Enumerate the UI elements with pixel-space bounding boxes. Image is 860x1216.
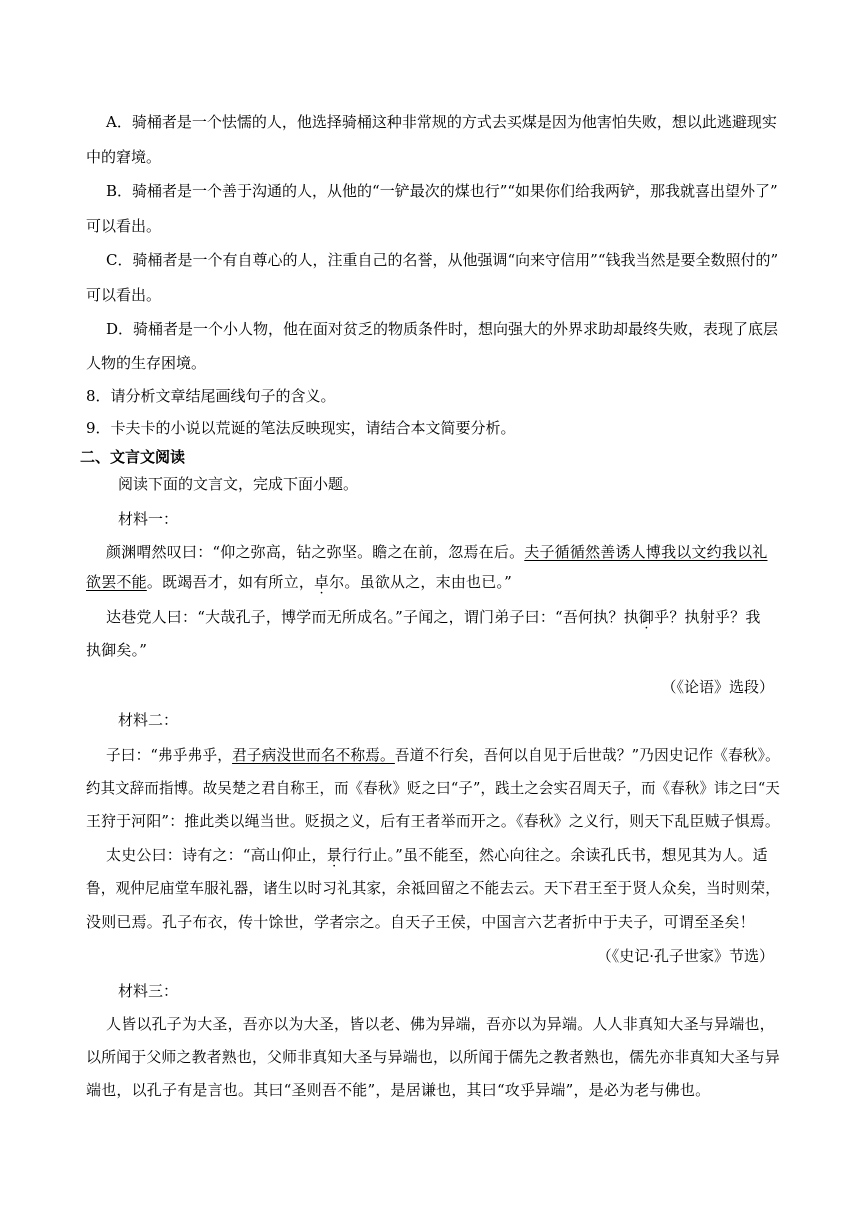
material-1-para2-line1: 达巷党人曰：“大哉孔子，博学而无所成名。”子闻之，谓门弟子曰：“吾何执？执御乎？执射乎？我: [106, 608, 761, 626]
option-a-line1: A．骑桶者是一个怯懦的人，他选择骑桶这种非常规的方式去买煤是因为他害怕失败，想以此逃避现实: [106, 113, 777, 131]
question-8: 8．请分析文章结尾画线句子的含义。: [86, 387, 336, 405]
material-3-para1-line1: 人皆以孔子为大圣，吾亦以为大圣，皆以老、佛为异端，吾亦以为异端。人人非真知大圣与异端也，: [106, 1015, 775, 1033]
material-1-para1-line1: 颜渊喟然叹曰：“仰之弥高，钻之弥坚。瞻之在前，忽焉在后。夫子循循然善诱人博我以文约我以礼: [106, 543, 768, 561]
material-2-para2-line1: 太史公曰：诗有之：“高山仰止，景行行止。”虽不能至，然心向往之。余读孔氏书，想见其为人。适: [106, 846, 768, 864]
material-2-para2-line3: 没则已焉。孔子布衣，传十馀世，学者宗之。自天子王侯，中国言六艺者折中于夫子，可谓至圣矣！: [86, 913, 755, 931]
material-3-para1-line2: 以所闻于父师之教者熟也，父师非真知大圣与异端也，以所闻于儒先之教者熟也，儒先亦非真知大圣与异: [86, 1048, 780, 1066]
material-1-para1-line2: 欲罢不能。既竭吾才，如有所立，卓尔。虽欲从之，末由也已。”: [86, 573, 512, 591]
option-d-line2: 人物的生存困境。: [86, 354, 207, 372]
question-9: 9．卡夫卡的小说以荒诞的笔法反映现实，请结合本文简要分析。: [86, 419, 516, 437]
section-intro: 阅读下面的文言文，完成下面小题。: [118, 475, 359, 493]
underlined-sentence: 君子病没世而名不称焉。: [232, 746, 395, 764]
material-2-para1-line3: 王狩于河阳”：推此类以绳当世。贬损之义，后有王者举而开之。《春秋》之义行，则天下乱臣贼子惧焉。: [86, 812, 780, 830]
option-c-line2: 可以看出。: [86, 286, 162, 304]
dotted-char: 景: [326, 846, 342, 864]
material-1-label: 材料一：: [118, 510, 179, 528]
material-1-para2-line2: 执御矣。”: [86, 641, 148, 659]
material-3-para1-line3: 端也，以孔子有是言也。其曰“圣则吾不能”，是居谦也，其曰“攻乎异端”，是必为老与佛也。: [86, 1081, 711, 1099]
option-d-line1: D．骑桶者是一个小人物，他在面对贫乏的物质条件时，想向强大的外界求助却最终失败，表现了底层: [106, 320, 779, 338]
option-a-line2: 中的窘境。: [86, 148, 162, 166]
option-c-line1: C．骑桶者是一个有自尊心的人，注重自己的名誉，从他强调“向来守信用”“钱我当然是要全数照付的”: [106, 251, 779, 269]
dotted-char: 卓: [314, 573, 330, 591]
material-2-para1-line2: 约其文辞而指博。故吴楚之君自称王，而《春秋》贬之曰“子”，践土之会实召周天子，而《春秋》讳之曰“天: [86, 779, 780, 797]
option-b-line1: B．骑桶者是一个善于沟通的人，从他的“一铲最次的煤也行”“如果你们给我两铲，那我就喜出望外了”: [106, 182, 778, 200]
material-3-label: 材料三：: [118, 982, 179, 1000]
underlined-sentence-cont: 欲罢不能: [86, 573, 147, 591]
material-1-source: （《论语》选段）: [661, 678, 774, 696]
underlined-sentence: 夫子循循然善诱人博我以文约我以礼: [524, 543, 768, 561]
section-heading: 二、文言文阅读: [80, 448, 186, 466]
option-b-line2: 可以看出。: [86, 217, 162, 235]
dotted-char: 御: [638, 608, 655, 626]
material-2-para2-line2: 鲁，观仲尼庙堂车服礼器，诸生以时习礼其家，余祗回留之不能去云。天下君王至于贤人众矣，当时则荣，: [86, 879, 780, 897]
material-2-label: 材料二：: [118, 711, 179, 729]
material-2-source: （《史记·孔子世家》节选）: [596, 947, 774, 965]
material-2-para1-line1: 子曰：“弗乎弗乎，君子病没世而名不称焉。吾道不行矣，吾何以自见于后世哉？”乃因史记作《春秋》。: [106, 746, 780, 764]
